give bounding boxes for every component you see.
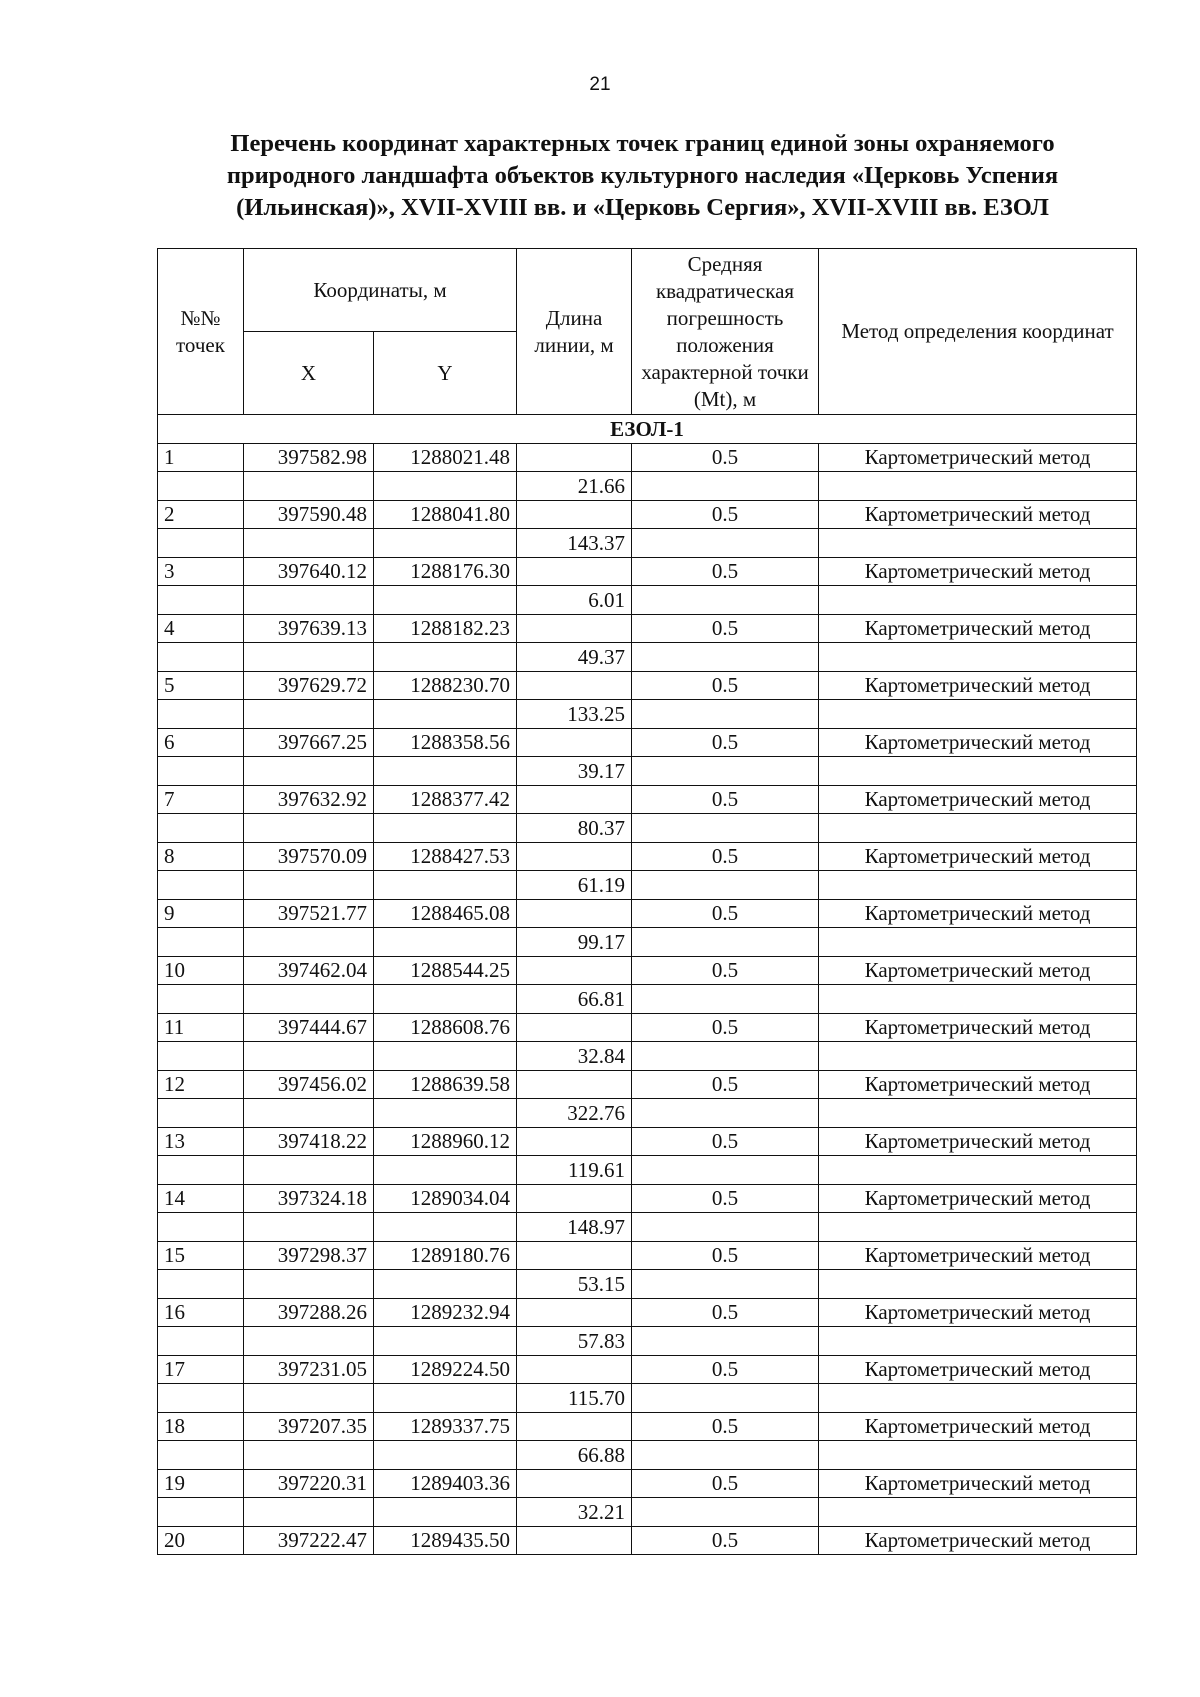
method-cell [819, 1327, 1137, 1356]
point-number-cell: 14 [158, 1184, 244, 1213]
length-row [158, 1156, 1137, 1185]
length-row [158, 1498, 1137, 1527]
line-length-cell: 6.01 [517, 586, 632, 615]
x-coordinate-cell [244, 1099, 374, 1128]
method-cell [819, 1441, 1137, 1470]
error-cell [632, 643, 819, 672]
error-cell [632, 1327, 819, 1356]
length-row [158, 985, 1137, 1014]
point-row [158, 443, 1137, 472]
method-cell: Картометрический метод [819, 899, 1137, 928]
y-coordinate-cell [374, 1213, 517, 1242]
point-number-cell: 19 [158, 1469, 244, 1498]
y-coordinate-cell [374, 1099, 517, 1128]
line-length-cell: 39.17 [517, 757, 632, 786]
method-cell: Картометрический метод [819, 1241, 1137, 1270]
y-coordinate-cell [374, 814, 517, 843]
point-number-cell: 1 [158, 443, 244, 472]
line-length-cell [517, 500, 632, 529]
point-row [158, 785, 1137, 814]
x-coordinate-cell: 397444.67 [244, 1013, 374, 1042]
method-cell: Картометрический метод [819, 1355, 1137, 1384]
x-coordinate-cell [244, 1384, 374, 1413]
error-cell [632, 985, 819, 1014]
error-cell: 0.5 [632, 1127, 819, 1156]
point-number-cell: 9 [158, 899, 244, 928]
line-length-cell [517, 728, 632, 757]
length-row [158, 529, 1137, 558]
x-coordinate-cell: 397207.35 [244, 1412, 374, 1441]
method-cell [819, 529, 1137, 558]
method-cell: Картометрический метод [819, 1184, 1137, 1213]
line-length-cell: 322.76 [517, 1099, 632, 1128]
method-cell: Картометрический метод [819, 1469, 1137, 1498]
x-coordinate-cell [244, 700, 374, 729]
point-number-cell [158, 871, 244, 900]
y-coordinate-cell [374, 1498, 517, 1527]
y-coordinate-cell [374, 985, 517, 1014]
x-coordinate-cell: 397324.18 [244, 1184, 374, 1213]
method-cell [819, 1156, 1137, 1185]
x-coordinate-cell [244, 1327, 374, 1356]
line-length-cell [517, 557, 632, 586]
error-cell [632, 1213, 819, 1242]
title-line: природного ландшафта объектов культурного наследия «Церковь Успения [226, 162, 1059, 189]
y-coordinate-cell [374, 1042, 517, 1071]
x-coordinate-cell: 397639.13 [244, 614, 374, 643]
method-cell: Картометрический метод [819, 1127, 1137, 1156]
y-coordinate-cell [374, 586, 517, 615]
line-length-cell [517, 785, 632, 814]
point-number-cell: 6 [158, 728, 244, 757]
error-cell [632, 928, 819, 957]
x-coordinate-cell: 397667.25 [244, 728, 374, 757]
line-length-cell [517, 1355, 632, 1384]
line-length-cell [517, 671, 632, 700]
error-cell: 0.5 [632, 1013, 819, 1042]
x-coordinate-cell: 397590.48 [244, 500, 374, 529]
x-coordinate-cell [244, 1213, 374, 1242]
error-cell [632, 1042, 819, 1071]
point-row [158, 557, 1137, 586]
point-number-cell [158, 700, 244, 729]
point-number-cell [158, 1498, 244, 1527]
method-cell [819, 814, 1137, 843]
point-number-cell [158, 757, 244, 786]
y-coordinate-cell [374, 529, 517, 558]
point-number-cell: 12 [158, 1070, 244, 1099]
method-cell [819, 1042, 1137, 1071]
error-cell: 0.5 [632, 614, 819, 643]
x-coordinate-cell [244, 1441, 374, 1470]
error-cell [632, 1099, 819, 1128]
error-cell [632, 871, 819, 900]
error-cell [632, 1384, 819, 1413]
line-length-cell: 32.21 [517, 1498, 632, 1527]
y-coordinate-cell: 1288358.56 [374, 728, 517, 757]
method-cell: Картометрический метод [819, 956, 1137, 985]
y-coordinate-cell [374, 1327, 517, 1356]
y-coordinate-cell: 1289232.94 [374, 1298, 517, 1327]
line-length-cell: 99.17 [517, 928, 632, 957]
page-number: 21 [589, 74, 611, 95]
header-y: Y [374, 332, 517, 415]
y-coordinate-cell: 1288021.48 [374, 443, 517, 472]
point-row [158, 728, 1137, 757]
length-row [158, 1042, 1137, 1071]
x-coordinate-cell [244, 757, 374, 786]
length-row [158, 1327, 1137, 1356]
line-length-cell: 115.70 [517, 1384, 632, 1413]
point-row [158, 1013, 1137, 1042]
length-row [158, 643, 1137, 672]
point-row [158, 1526, 1137, 1555]
x-coordinate-cell [244, 928, 374, 957]
x-coordinate-cell [244, 586, 374, 615]
header-method: Метод определения координат [819, 249, 1137, 415]
y-coordinate-cell: 1288230.70 [374, 671, 517, 700]
point-number-cell: 3 [158, 557, 244, 586]
length-row [158, 814, 1137, 843]
length-row [158, 1213, 1137, 1242]
x-coordinate-cell: 397640.12 [244, 557, 374, 586]
y-coordinate-cell: 1288427.53 [374, 842, 517, 871]
y-coordinate-cell [374, 757, 517, 786]
point-number-cell [158, 586, 244, 615]
length-row [158, 586, 1137, 615]
method-cell: Картометрический метод [819, 1526, 1137, 1555]
point-number-cell [158, 928, 244, 957]
error-cell: 0.5 [632, 1298, 819, 1327]
method-cell: Картометрический метод [819, 842, 1137, 871]
x-coordinate-cell: 397298.37 [244, 1241, 374, 1270]
x-coordinate-cell [244, 1498, 374, 1527]
x-coordinate-cell [244, 643, 374, 672]
error-cell: 0.5 [632, 443, 819, 472]
line-length-cell: 143.37 [517, 529, 632, 558]
line-length-cell: 133.25 [517, 700, 632, 729]
method-cell [819, 1270, 1137, 1299]
line-length-cell [517, 956, 632, 985]
y-coordinate-cell: 1288377.42 [374, 785, 517, 814]
x-coordinate-cell [244, 472, 374, 501]
error-cell [632, 472, 819, 501]
point-number-cell: 17 [158, 1355, 244, 1384]
point-number-cell: 7 [158, 785, 244, 814]
x-coordinate-cell: 397582.98 [244, 443, 374, 472]
error-cell [632, 529, 819, 558]
x-coordinate-cell [244, 529, 374, 558]
method-cell: Картометрический метод [819, 728, 1137, 757]
line-length-cell: 57.83 [517, 1327, 632, 1356]
x-coordinate-cell [244, 1042, 374, 1071]
point-row [158, 842, 1137, 871]
error-cell: 0.5 [632, 1070, 819, 1099]
y-coordinate-cell [374, 472, 517, 501]
error-cell: 0.5 [632, 500, 819, 529]
header-coordinates: Координаты, м [244, 249, 517, 332]
header-point-number: №№ точек [158, 249, 244, 415]
line-length-cell: 80.37 [517, 814, 632, 843]
point-row [158, 500, 1137, 529]
point-row [158, 1412, 1137, 1441]
point-number-cell [158, 1213, 244, 1242]
length-row [158, 472, 1137, 501]
line-length-cell [517, 1526, 632, 1555]
x-coordinate-cell: 397220.31 [244, 1469, 374, 1498]
error-cell [632, 1270, 819, 1299]
error-cell [632, 1498, 819, 1527]
point-row [158, 1184, 1137, 1213]
y-coordinate-cell: 1288608.76 [374, 1013, 517, 1042]
method-cell [819, 1498, 1137, 1527]
x-coordinate-cell [244, 1156, 374, 1185]
method-cell [819, 1384, 1137, 1413]
y-coordinate-cell: 1288639.58 [374, 1070, 517, 1099]
point-row [158, 671, 1137, 700]
y-coordinate-cell [374, 1384, 517, 1413]
point-number-cell [158, 814, 244, 843]
point-number-cell: 20 [158, 1526, 244, 1555]
line-length-cell [517, 1013, 632, 1042]
point-number-cell: 15 [158, 1241, 244, 1270]
length-row [158, 1384, 1137, 1413]
point-row [158, 956, 1137, 985]
x-coordinate-cell: 397629.72 [244, 671, 374, 700]
line-length-cell: 32.84 [517, 1042, 632, 1071]
header-x: X [244, 332, 374, 415]
method-cell: Картометрический метод [819, 443, 1137, 472]
method-cell: Картометрический метод [819, 785, 1137, 814]
point-number-cell [158, 1099, 244, 1128]
error-cell [632, 586, 819, 615]
point-number-cell: 18 [158, 1412, 244, 1441]
line-length-cell: 119.61 [517, 1156, 632, 1185]
point-number-cell: 8 [158, 842, 244, 871]
point-row [158, 1241, 1137, 1270]
error-cell: 0.5 [632, 1469, 819, 1498]
method-cell [819, 757, 1137, 786]
point-number-cell [158, 985, 244, 1014]
error-cell: 0.5 [632, 899, 819, 928]
line-length-cell [517, 1412, 632, 1441]
x-coordinate-cell [244, 871, 374, 900]
x-coordinate-cell [244, 1270, 374, 1299]
error-cell [632, 757, 819, 786]
line-length-cell [517, 1184, 632, 1213]
length-row [158, 757, 1137, 786]
x-coordinate-cell: 397418.22 [244, 1127, 374, 1156]
title-line: (Ильинская)», XVII-XVIII вв. и «Церковь Сергия», XVII-XVIII вв. ЕЗОЛ [236, 194, 1049, 221]
y-coordinate-cell [374, 643, 517, 672]
y-coordinate-cell: 1289337.75 [374, 1412, 517, 1441]
point-number-cell: 2 [158, 500, 244, 529]
point-number-cell: 16 [158, 1298, 244, 1327]
header-line-length: Длина линии, м [517, 249, 632, 415]
method-cell [819, 586, 1137, 615]
x-coordinate-cell: 397231.05 [244, 1355, 374, 1384]
method-cell [819, 700, 1137, 729]
line-length-cell: 53.15 [517, 1270, 632, 1299]
point-number-cell [158, 1156, 244, 1185]
y-coordinate-cell: 1288544.25 [374, 956, 517, 985]
point-number-cell: 5 [158, 671, 244, 700]
line-length-cell [517, 1241, 632, 1270]
point-number-cell [158, 1327, 244, 1356]
length-row [158, 871, 1137, 900]
point-row [158, 899, 1137, 928]
x-coordinate-cell: 397521.77 [244, 899, 374, 928]
method-cell: Картометрический метод [819, 614, 1137, 643]
method-cell [819, 985, 1137, 1014]
error-cell: 0.5 [632, 1526, 819, 1555]
x-coordinate-cell: 397222.47 [244, 1526, 374, 1555]
line-length-cell [517, 1469, 632, 1498]
error-cell [632, 700, 819, 729]
length-row [158, 1099, 1137, 1128]
line-length-cell: 66.88 [517, 1441, 632, 1470]
title-line: Перечень координат характерных точек границ единой зоны охраняемого [230, 130, 1055, 157]
error-cell: 0.5 [632, 1184, 819, 1213]
y-coordinate-cell [374, 871, 517, 900]
point-number-cell [158, 529, 244, 558]
line-length-cell: 49.37 [517, 643, 632, 672]
point-number-cell [158, 472, 244, 501]
coordinates-table [157, 248, 1137, 1555]
point-number-cell: 13 [158, 1127, 244, 1156]
method-cell [819, 928, 1137, 957]
point-row [158, 1469, 1137, 1498]
method-cell: Картометрический метод [819, 557, 1137, 586]
error-cell: 0.5 [632, 1241, 819, 1270]
y-coordinate-cell: 1288176.30 [374, 557, 517, 586]
point-row [158, 1355, 1137, 1384]
line-length-cell [517, 614, 632, 643]
y-coordinate-cell: 1288182.23 [374, 614, 517, 643]
document-title [150, 128, 1135, 224]
length-row [158, 700, 1137, 729]
error-cell: 0.5 [632, 956, 819, 985]
x-coordinate-cell: 397288.26 [244, 1298, 374, 1327]
line-length-cell [517, 443, 632, 472]
method-cell: Картометрический метод [819, 500, 1137, 529]
x-coordinate-cell [244, 814, 374, 843]
error-cell: 0.5 [632, 1355, 819, 1384]
point-row [158, 614, 1137, 643]
x-coordinate-cell [244, 985, 374, 1014]
y-coordinate-cell [374, 1270, 517, 1299]
error-cell: 0.5 [632, 557, 819, 586]
y-coordinate-cell: 1288960.12 [374, 1127, 517, 1156]
y-coordinate-cell [374, 700, 517, 729]
line-length-cell: 61.19 [517, 871, 632, 900]
point-row [158, 1070, 1137, 1099]
line-length-cell [517, 1127, 632, 1156]
method-cell: Картометрический метод [819, 1412, 1137, 1441]
error-cell [632, 1441, 819, 1470]
line-length-cell: 66.81 [517, 985, 632, 1014]
y-coordinate-cell: 1288465.08 [374, 899, 517, 928]
y-coordinate-cell [374, 1156, 517, 1185]
method-cell: Картометрический метод [819, 1298, 1137, 1327]
point-number-cell [158, 1441, 244, 1470]
line-length-cell [517, 1298, 632, 1327]
error-cell: 0.5 [632, 842, 819, 871]
method-cell: Картометрический метод [819, 1070, 1137, 1099]
point-number-cell [158, 1384, 244, 1413]
method-cell [819, 871, 1137, 900]
error-cell: 0.5 [632, 671, 819, 700]
error-cell: 0.5 [632, 728, 819, 757]
y-coordinate-cell: 1289034.04 [374, 1184, 517, 1213]
length-row [158, 1270, 1137, 1299]
length-row [158, 1441, 1137, 1470]
x-coordinate-cell: 397570.09 [244, 842, 374, 871]
point-number-cell: 11 [158, 1013, 244, 1042]
x-coordinate-cell: 397632.92 [244, 785, 374, 814]
point-number-cell: 10 [158, 956, 244, 985]
section-label: ЕЗОЛ-1 [158, 415, 1137, 444]
y-coordinate-cell: 1288041.80 [374, 500, 517, 529]
x-coordinate-cell: 397462.04 [244, 956, 374, 985]
y-coordinate-cell: 1289435.50 [374, 1526, 517, 1555]
x-coordinate-cell: 397456.02 [244, 1070, 374, 1099]
length-row [158, 928, 1137, 957]
method-cell: Картометрический метод [819, 671, 1137, 700]
y-coordinate-cell [374, 1441, 517, 1470]
point-number-cell [158, 643, 244, 672]
y-coordinate-cell: 1289180.76 [374, 1241, 517, 1270]
method-cell [819, 1099, 1137, 1128]
line-length-cell: 21.66 [517, 472, 632, 501]
y-coordinate-cell [374, 928, 517, 957]
error-cell [632, 1156, 819, 1185]
y-coordinate-cell: 1289403.36 [374, 1469, 517, 1498]
method-cell [819, 472, 1137, 501]
point-row [158, 1127, 1137, 1156]
line-length-cell: 148.97 [517, 1213, 632, 1242]
method-cell: Картометрический метод [819, 1013, 1137, 1042]
error-cell [632, 814, 819, 843]
y-coordinate-cell: 1289224.50 [374, 1355, 517, 1384]
error-cell: 0.5 [632, 1412, 819, 1441]
section-row [158, 415, 1137, 444]
method-cell [819, 643, 1137, 672]
line-length-cell [517, 842, 632, 871]
point-number-cell [158, 1270, 244, 1299]
method-cell [819, 1213, 1137, 1242]
line-length-cell [517, 1070, 632, 1099]
line-length-cell [517, 899, 632, 928]
point-number-cell [158, 1042, 244, 1071]
point-number-cell: 4 [158, 614, 244, 643]
point-row [158, 1298, 1137, 1327]
header-mean-square-error: Средняя квадратическая погрешность положения характерной точки (Mt), м [632, 249, 819, 415]
error-cell: 0.5 [632, 785, 819, 814]
